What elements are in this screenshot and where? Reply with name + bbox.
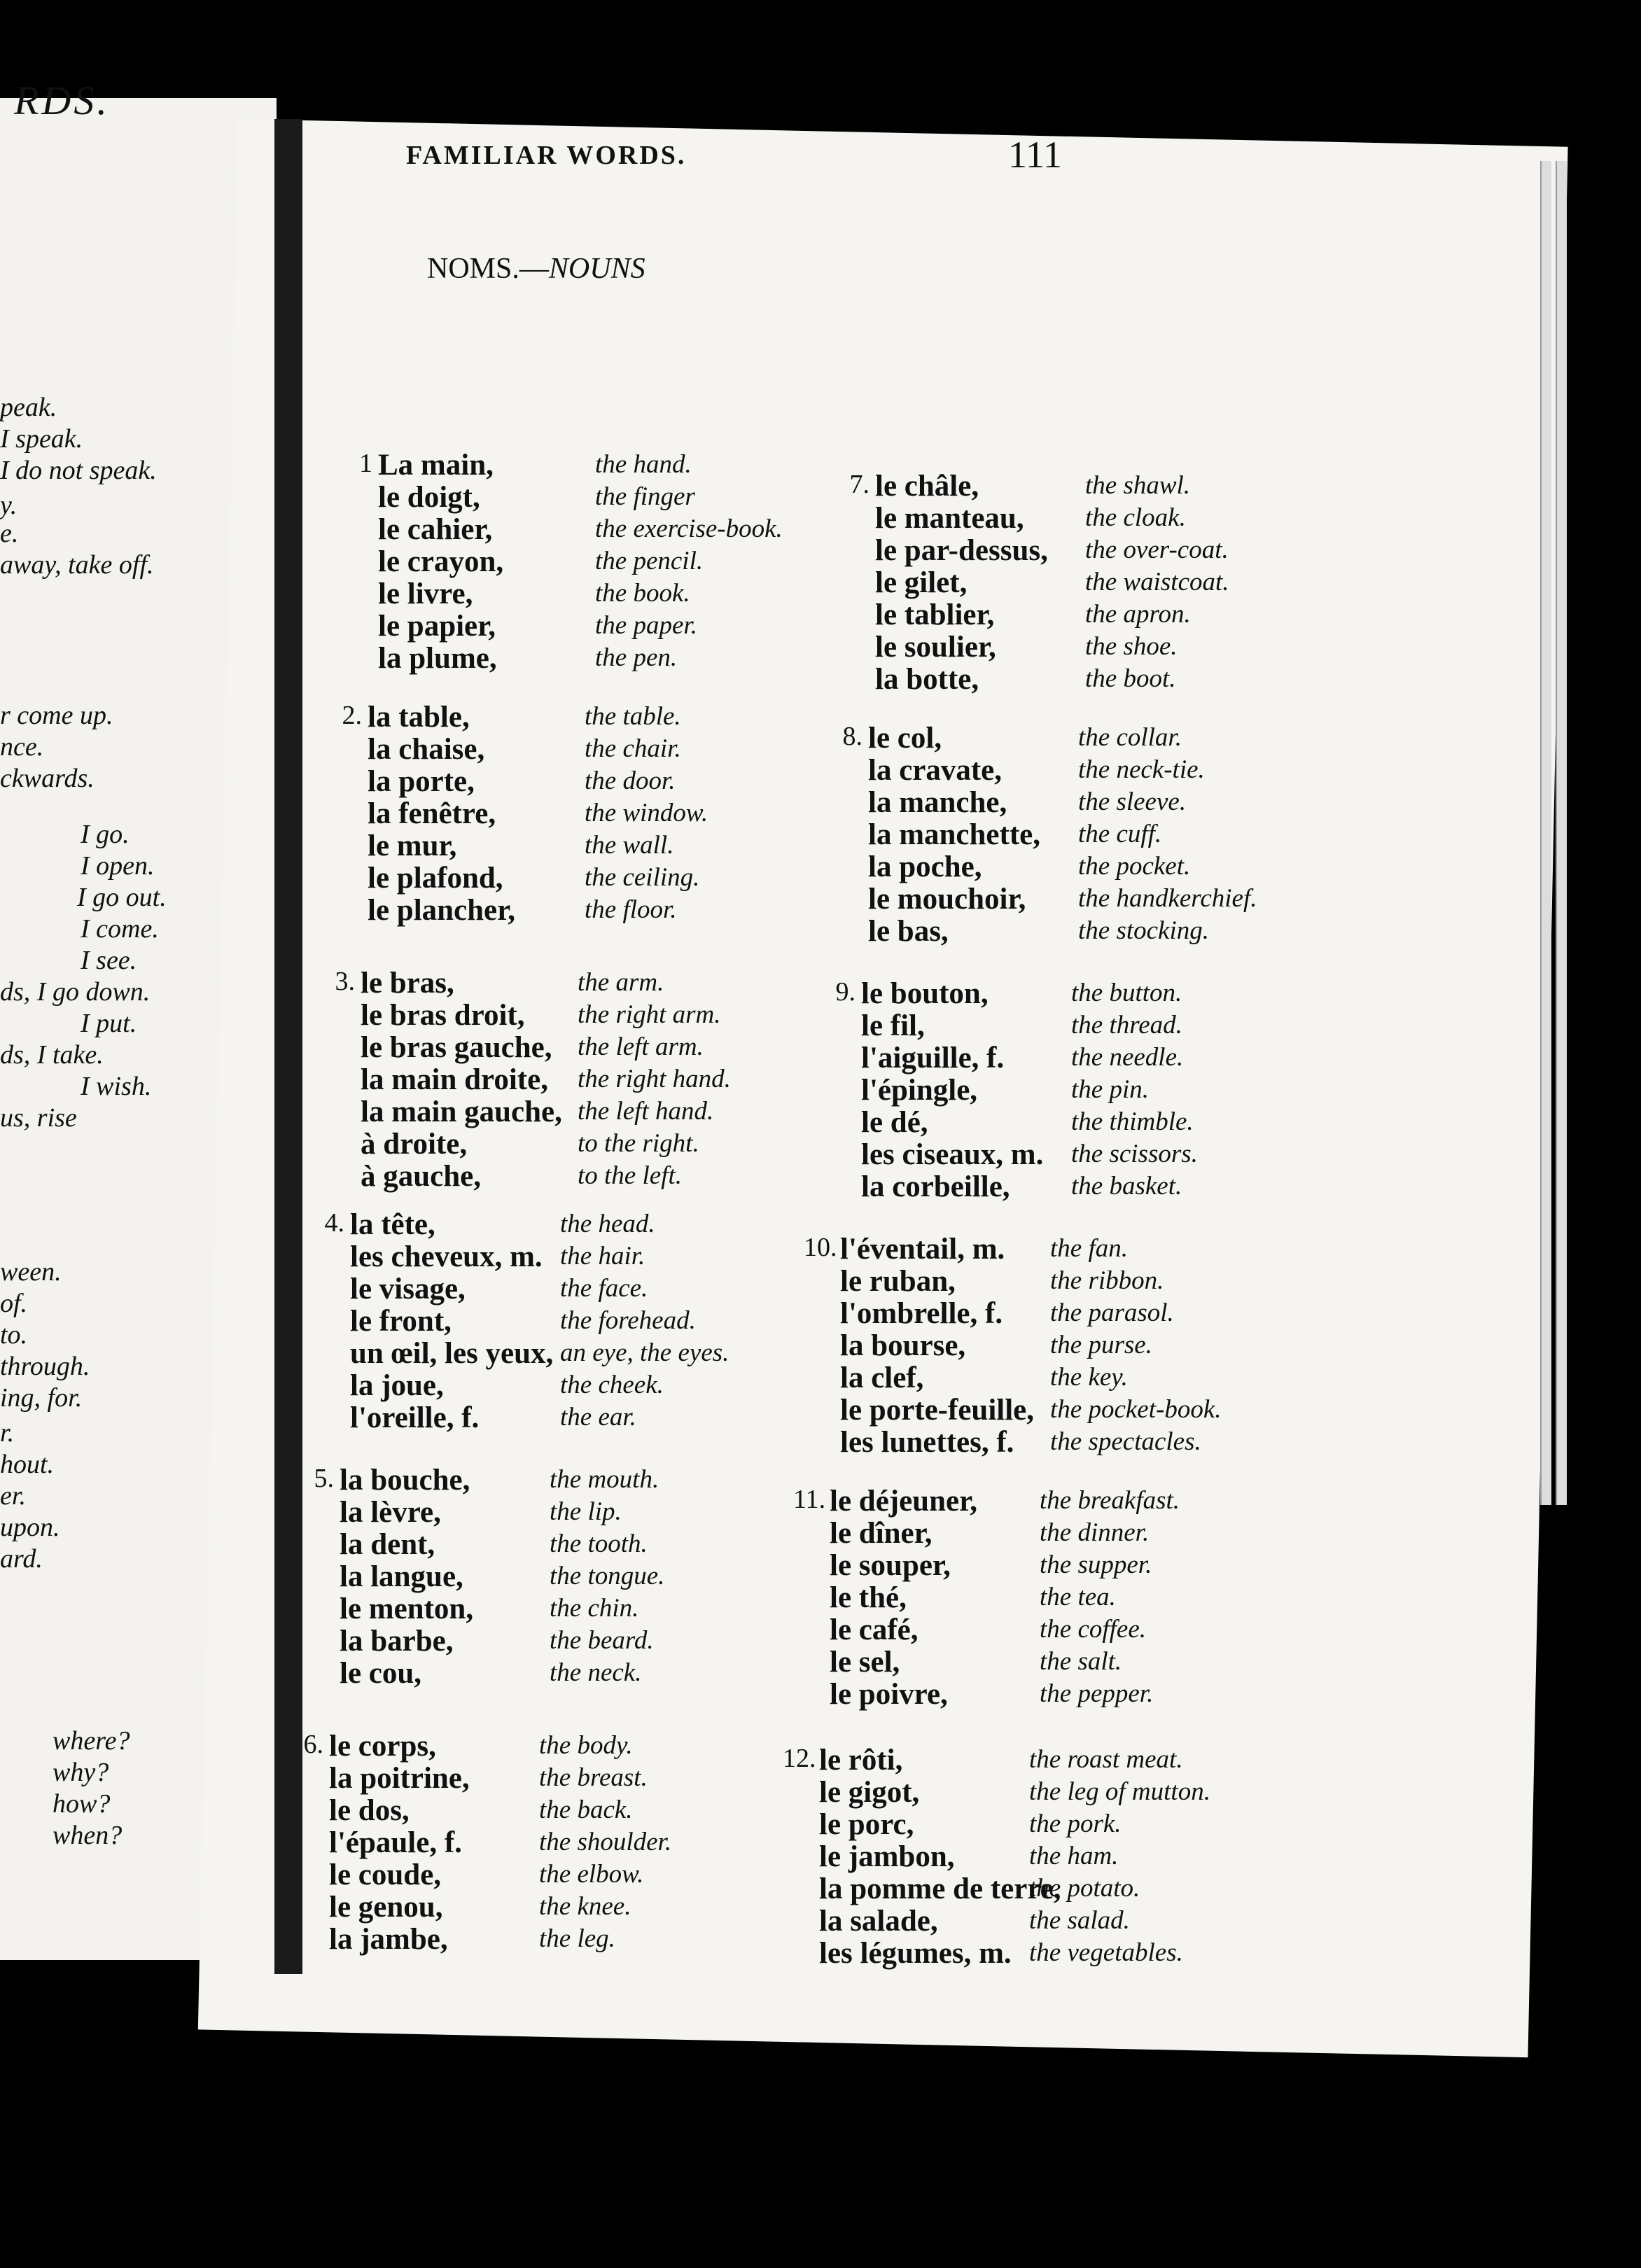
french-word: la manchette, [868, 818, 1040, 851]
left-page-fragment: I go. [81, 820, 130, 849]
french-word: le sel, [830, 1646, 900, 1679]
english-translation: the breakfast. [1040, 1486, 1180, 1515]
english-translation: to the left. [578, 1161, 682, 1190]
french-word: la tête, [350, 1208, 435, 1241]
english-translation: the body. [539, 1731, 633, 1760]
french-word: le soulier, [875, 631, 996, 664]
french-word: le fil, [861, 1009, 925, 1042]
left-page-fragment: r come up. [0, 701, 113, 730]
french-word: le gigot, [819, 1776, 920, 1809]
french-word: la main gauche, [361, 1096, 562, 1128]
english-translation: the left hand. [578, 1097, 714, 1126]
english-translation: the right arm. [578, 1000, 721, 1029]
french-word: le mur, [368, 830, 457, 862]
french-word: la cravate, [868, 754, 1003, 787]
english-translation: the floor. [585, 895, 677, 924]
french-word: la corbeille, [861, 1170, 1010, 1203]
left-page-fragment: I do not speak. [0, 456, 157, 485]
section-title: NOMS.—NOUNS [427, 253, 645, 285]
english-translation: the wall. [585, 831, 674, 860]
english-translation: the shoe. [1085, 632, 1178, 661]
french-word: le livre, [378, 578, 473, 610]
french-word: la porte, [368, 765, 475, 798]
french-word: le dos, [329, 1794, 410, 1827]
french-word: la table, [368, 701, 470, 734]
group-number: 3. [335, 967, 355, 996]
english-translation: the dinner. [1040, 1518, 1150, 1547]
french-word: le papier, [378, 610, 496, 643]
left-page-fragment: ckwards. [0, 764, 95, 793]
french-word: la fenêtre, [368, 797, 496, 830]
french-word: le ruban, [840, 1265, 956, 1298]
left-page-fragment: I wish. [81, 1072, 152, 1101]
french-word: le crayon, [378, 545, 504, 578]
english-translation: the salt. [1040, 1647, 1122, 1676]
left-page-fragment: r. [0, 1418, 15, 1448]
english-translation: the apron. [1085, 600, 1191, 629]
english-translation: the finger [595, 482, 695, 511]
english-translation: the tea. [1040, 1583, 1116, 1611]
english-translation: the hair. [560, 1242, 645, 1270]
english-translation: the chair. [585, 734, 681, 763]
group-number: 8. [842, 722, 863, 751]
french-word: l'oreille, f. [350, 1401, 480, 1434]
left-page-fragment: us, rise [0, 1103, 77, 1133]
english-translation: the beard. [550, 1626, 654, 1655]
french-word: la poitrine, [329, 1762, 470, 1795]
french-word: la clef, [840, 1362, 924, 1394]
page-header: FAMILIAR WORDS. [406, 141, 687, 170]
english-translation: the knee. [539, 1892, 631, 1921]
french-word: la barbe, [340, 1625, 454, 1658]
left-page-fragment: I go out. [77, 883, 167, 912]
left-page-fragment: ween. [0, 1257, 62, 1287]
french-word: le thé, [830, 1581, 907, 1614]
french-word: la joue, [350, 1369, 444, 1402]
english-translation: the neck-tie. [1078, 755, 1205, 784]
english-translation: the pen. [595, 643, 678, 672]
french-word: à droite, [361, 1128, 468, 1161]
french-word: le cahier, [378, 513, 493, 546]
french-word: le plancher, [368, 894, 516, 927]
left-page-fragment: RDS. [14, 78, 110, 123]
english-translation: the ear. [560, 1403, 636, 1432]
english-translation: the thread. [1071, 1011, 1182, 1040]
english-translation: the cuff. [1078, 820, 1162, 848]
french-word: les légumes, m. [819, 1937, 1012, 1970]
left-page-fragment: ds, I go down. [0, 977, 151, 1007]
french-word: le bras, [361, 967, 454, 1000]
french-word: le par-dessus, [875, 534, 1048, 567]
french-word: le visage, [350, 1273, 466, 1306]
page-edge [1556, 161, 1567, 1505]
french-word: le bras droit, [361, 999, 525, 1032]
french-word: l'ombrelle, f. [840, 1297, 1003, 1330]
left-page-fragment: away, take off. [0, 550, 154, 580]
english-translation: the right hand. [578, 1065, 731, 1093]
french-word: la bouche, [340, 1464, 470, 1497]
left-page-fragment: to. [0, 1320, 28, 1350]
left-page-fragment: of. [0, 1289, 28, 1318]
english-translation: the roast meat. [1029, 1745, 1183, 1774]
french-word: le déjeuner, [830, 1485, 977, 1518]
english-translation: the pocket-book. [1050, 1395, 1222, 1424]
french-word: le poivre, [830, 1678, 948, 1711]
french-word: les lunettes, f. [840, 1426, 1014, 1459]
english-translation: the fan. [1050, 1234, 1128, 1263]
left-page-fragment: ds, I take. [0, 1040, 104, 1070]
english-translation: the scissors. [1071, 1140, 1198, 1168]
english-translation: the salad. [1029, 1906, 1130, 1935]
english-translation: the pocket. [1078, 852, 1191, 881]
section-title-english: NOUNS [548, 253, 645, 285]
french-word: La main, [378, 449, 494, 482]
french-word: le bouton, [861, 977, 989, 1010]
english-translation: the tongue. [550, 1562, 665, 1590]
english-translation: the paper. [595, 611, 697, 640]
french-word: la manche, [868, 786, 1007, 819]
french-word: le corps, [329, 1730, 436, 1763]
english-translation: the coffee. [1040, 1615, 1147, 1644]
french-word: l'épingle, [861, 1074, 978, 1107]
french-word: le bras gauche, [361, 1031, 552, 1064]
section-title-french: NOMS. [427, 253, 519, 285]
french-word: la dent, [340, 1528, 435, 1561]
english-translation: the chin. [550, 1594, 639, 1623]
book-spine [274, 119, 302, 1974]
english-translation: the sleeve. [1078, 788, 1187, 816]
page-number: 111 [1008, 134, 1062, 176]
left-page-fragment: peak. [0, 393, 57, 422]
french-word: à gauche, [361, 1160, 481, 1193]
french-word: le dé, [861, 1106, 928, 1139]
french-word: le tablier, [875, 598, 995, 631]
left-page-fragment: I open. [81, 851, 155, 881]
english-translation: the shawl. [1085, 471, 1191, 500]
french-word: le col, [868, 722, 942, 755]
french-word: le dîner, [830, 1517, 933, 1550]
french-word: les cheveux, m. [350, 1240, 543, 1273]
english-translation: the neck. [550, 1658, 642, 1687]
french-word: le front, [350, 1305, 452, 1338]
group-number: 4. [324, 1208, 344, 1238]
left-page-fragment: how? [53, 1789, 111, 1819]
french-word: le souper, [830, 1549, 951, 1582]
left-page-fragment: nce. [0, 732, 44, 762]
left-page-fragment: ing, for. [0, 1383, 83, 1413]
left-page-fragment: ard. [0, 1544, 43, 1574]
french-word: le cou, [340, 1657, 422, 1690]
left-page-fragment: through. [0, 1352, 90, 1381]
french-word: le porte-feuille, [840, 1394, 1035, 1427]
french-word: le manteau, [875, 502, 1024, 535]
left-page-fragment: why? [53, 1758, 109, 1787]
french-word: l'épaule, f. [329, 1826, 462, 1859]
french-word: le genou, [329, 1891, 443, 1924]
english-translation: the ribbon. [1050, 1266, 1164, 1295]
french-word: la poche, [868, 850, 982, 883]
english-translation: the head. [560, 1210, 655, 1238]
french-word: l'éventail, m. [840, 1233, 1005, 1266]
french-word: le bas, [868, 915, 949, 948]
left-page-fragment: where? [53, 1726, 130, 1756]
english-translation: the handkerchief. [1078, 884, 1257, 913]
left-page-fragment: er. [0, 1481, 26, 1511]
english-translation: the collar. [1078, 723, 1182, 752]
group-number: 5. [314, 1464, 334, 1493]
group-number: 6. [303, 1730, 323, 1759]
left-page-fragment: I see. [81, 946, 137, 975]
english-translation: the door. [585, 766, 676, 795]
english-translation: the stocking. [1078, 916, 1210, 945]
left-page-fragment: e. [0, 519, 19, 548]
french-word: la langue, [340, 1560, 463, 1593]
group-number: 7. [849, 470, 870, 499]
english-translation: the basket. [1071, 1172, 1182, 1200]
english-translation: the pencil. [595, 547, 704, 575]
french-word: le mouchoir, [868, 883, 1026, 916]
left-page-fragment: when? [53, 1821, 123, 1850]
left-page-fragment: I come. [81, 914, 159, 944]
french-word: le gilet, [875, 566, 968, 599]
french-word: l'aiguille, f. [861, 1042, 1005, 1074]
french-word: la chaise, [368, 733, 485, 766]
french-word: la jambe, [329, 1923, 448, 1956]
english-translation: the hand. [595, 450, 692, 479]
english-translation: the parasol. [1050, 1298, 1174, 1327]
english-translation: the ceiling. [585, 863, 700, 892]
group-number: 12. [783, 1744, 816, 1773]
english-translation: the exercise-book. [595, 514, 783, 543]
english-translation: the purse. [1050, 1331, 1152, 1359]
english-translation: the lip. [550, 1497, 622, 1526]
english-translation: the over-coat. [1085, 536, 1229, 564]
english-translation: the needle. [1071, 1043, 1184, 1072]
english-translation: the spectacles. [1050, 1427, 1201, 1456]
french-word: la plume, [378, 642, 497, 675]
english-translation: the window. [585, 799, 708, 827]
group-number: 10. [804, 1233, 837, 1262]
french-word: le café, [830, 1614, 919, 1646]
english-translation: the pork. [1029, 1809, 1122, 1838]
english-translation: the boot. [1085, 664, 1176, 693]
english-translation: the key. [1050, 1363, 1128, 1392]
left-page-fragment: upon. [0, 1513, 60, 1542]
french-word: le rôti, [819, 1744, 903, 1777]
english-translation: the mouth. [550, 1465, 659, 1494]
french-word: la pomme de terre, [819, 1872, 1061, 1905]
group-number: 2. [342, 701, 362, 730]
french-word: le jambon, [819, 1840, 955, 1873]
english-translation: the ham. [1029, 1842, 1119, 1870]
left-page-fragment: y. [0, 491, 18, 520]
group-number: 11. [793, 1485, 826, 1514]
english-translation: the left arm. [578, 1032, 704, 1061]
french-word: les ciseaux, m. [861, 1138, 1044, 1171]
english-translation: the shoulder. [539, 1828, 672, 1856]
english-translation: the leg. [539, 1924, 615, 1953]
english-translation: an eye, the eyes. [560, 1338, 729, 1367]
english-translation: the cloak. [1085, 503, 1186, 532]
english-translation: the cheek. [560, 1371, 664, 1399]
english-translation: the button. [1071, 979, 1182, 1007]
left-page-fragment: I put. [81, 1009, 137, 1038]
english-translation: the elbow. [539, 1860, 644, 1889]
left-page-fragment: I speak. [0, 424, 83, 454]
english-translation: the arm. [578, 968, 664, 997]
french-word: le châle, [875, 470, 979, 503]
english-translation: the book. [595, 579, 690, 608]
page-edge [1540, 161, 1551, 1505]
french-word: le coude, [329, 1858, 442, 1891]
english-translation: the pepper. [1040, 1679, 1154, 1708]
english-translation: the forehead. [560, 1306, 696, 1335]
left-page-fragment: hout. [0, 1450, 55, 1479]
english-translation: the vegetables. [1029, 1938, 1183, 1967]
group-number: 1 [359, 449, 372, 478]
french-word: le plafond, [368, 862, 503, 895]
french-word: un œil, les yeux, [350, 1337, 554, 1370]
french-word: le porc, [819, 1808, 914, 1841]
french-word: la lèvre, [340, 1496, 441, 1529]
english-translation: the thimble. [1071, 1107, 1194, 1136]
english-translation: the tooth. [550, 1530, 648, 1558]
english-translation: to the right. [578, 1129, 699, 1158]
french-word: la salade, [819, 1905, 938, 1938]
group-number: 9. [835, 977, 856, 1007]
english-translation: the table. [585, 702, 681, 731]
english-translation: the potato. [1029, 1874, 1140, 1903]
french-word: la botte, [875, 663, 979, 696]
english-translation: the supper. [1040, 1550, 1152, 1579]
french-word: le doigt, [378, 481, 480, 514]
french-word: le menton, [340, 1592, 474, 1625]
english-translation: the back. [539, 1795, 633, 1824]
english-translation: the face. [560, 1274, 648, 1303]
french-word: la main droite, [361, 1063, 548, 1096]
english-translation: the breast. [539, 1763, 648, 1792]
english-translation: the waistcoat. [1085, 568, 1229, 596]
french-word: la bourse, [840, 1329, 966, 1362]
english-translation: the leg of mutton. [1029, 1777, 1210, 1806]
english-translation: the pin. [1071, 1075, 1149, 1104]
